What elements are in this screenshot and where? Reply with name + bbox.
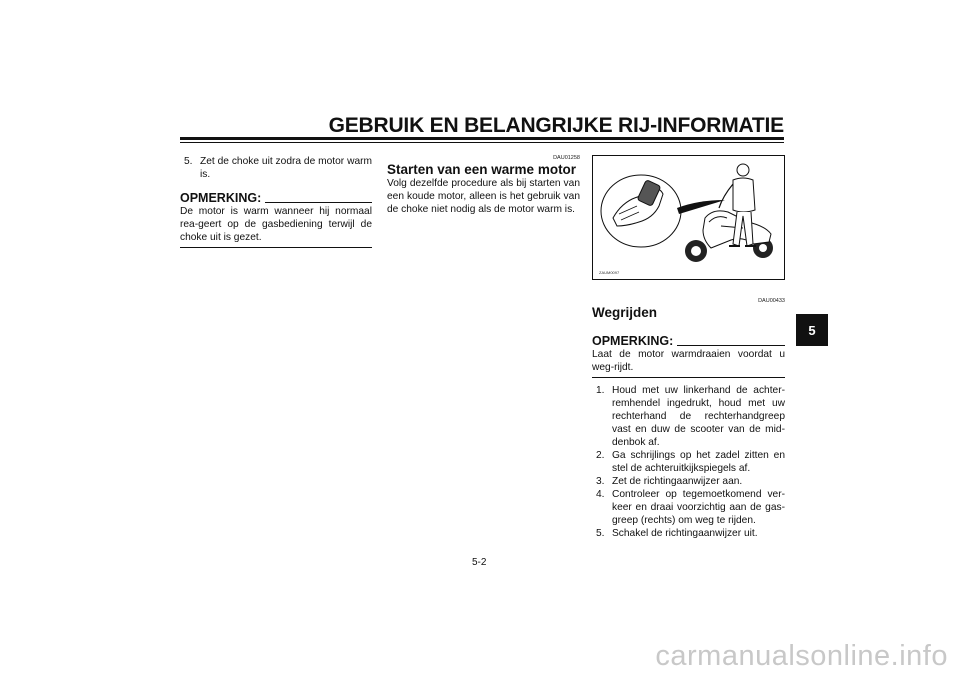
list-item <box>592 527 785 540</box>
page-number: 5-2 <box>472 557 487 568</box>
column-middle <box>387 155 580 216</box>
note-heading-rule <box>265 202 372 203</box>
step-number: 2. <box>596 450 605 461</box>
title-rule-thin <box>180 142 784 143</box>
step-number: 1. <box>596 385 605 396</box>
note-heading <box>180 191 372 205</box>
note-heading <box>592 334 785 348</box>
reference-code: DAU01258 <box>553 155 580 161</box>
list-item <box>592 475 785 488</box>
step-number: 5. <box>184 156 193 167</box>
list-item <box>592 384 785 449</box>
section-heading: Starten van een warme motor <box>387 162 577 177</box>
step-text: Schakel de richtingaanwijzer uit. <box>612 528 758 539</box>
note-text: Laat de motor warmdraaien voordat u weg-rijdt. <box>592 348 785 378</box>
list-item <box>180 155 372 181</box>
chapter-tab: 5 <box>796 314 828 346</box>
note-heading-label: OPMERKING: <box>592 334 674 348</box>
list-item <box>592 488 785 527</box>
column-right <box>592 155 785 540</box>
scooter-push-illustration <box>593 156 784 279</box>
step-text: Zet de richtingaanwijzer aan. <box>612 476 743 487</box>
note-heading-rule <box>677 345 785 346</box>
step-text: Controleer op tegemoetkomend ver-keer en draai voorzichtig aan de gas-greep (rechts) om weg te rijden. <box>612 489 785 526</box>
note-text: De motor is warm wanneer hij normaal rea-geert op de gasbediening terwijl de choke uit is gezet. <box>180 205 372 248</box>
step-list <box>592 384 785 540</box>
step-text: Houd met uw linkerhand de achter-remhendel ingedrukt, houd met uw rechterhand de rechterhandgreep vast en duw de scooter van de mid-denbok af. <box>612 385 785 448</box>
reference-code: DAU00433 <box>758 298 785 304</box>
illustration-code: ZAUM0097 <box>599 270 620 275</box>
step-number: 4. <box>596 489 605 500</box>
step-text: Zet de choke uit zodra de motor warm is. <box>200 156 372 180</box>
list-item <box>592 449 785 475</box>
scooter-illustration <box>592 155 785 280</box>
step-text: Ga schrijlings op het zadel zitten en stel de achteruitkijkspiegels af. <box>612 450 785 474</box>
watermark: carmanualsonline.info <box>655 640 948 672</box>
title-rule-thick <box>180 137 784 140</box>
step-number: 5. <box>596 528 605 539</box>
step-list-continued <box>180 155 372 181</box>
section-text: Volg dezelfde procedure als bij starten van een koude motor, alleen is het gebruik van de choke niet nodig als de motor warm is. <box>387 178 580 215</box>
section-heading: Wegrijden <box>592 305 658 320</box>
step-number: 3. <box>596 476 605 487</box>
column-left <box>180 155 372 248</box>
page-title: GEBRUIK EN BELANGRIJKE RIJ-INFORMATIE <box>328 114 784 137</box>
note-heading-label: OPMERKING: <box>180 191 262 205</box>
